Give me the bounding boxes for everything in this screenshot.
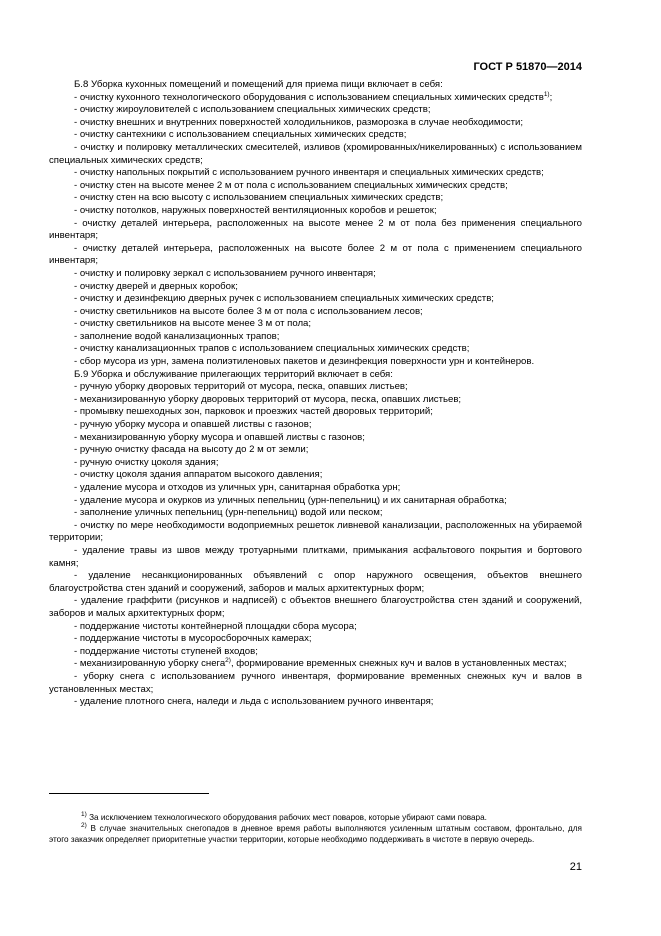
paragraph: - ручную уборку дворовых территорий от мусора, песка, опавших листьев; <box>74 381 408 393</box>
paragraph: - поддержание чистоты ступеней входов; <box>74 645 258 657</box>
paragraph: - очистку светильников на высоте менее 3 м от пола; <box>74 318 312 330</box>
paragraph: - уборку снега с использованием ручного инвентаря, формирование временных снежных куч и валов в установленных местах; <box>49 670 582 695</box>
paragraph-text: - механизированную уборку снега <box>74 658 226 670</box>
paragraph: - сбор мусора из урн, замена полиэтиленовых пакетов и дезинфекция поверхности урн и контейнеров. <box>74 356 535 368</box>
paragraph: - очистку стен на всю высоту с использованием специальных химических средств; <box>74 192 444 204</box>
footnotes <box>49 812 582 845</box>
document-header: ГОСТ Р 51870—2014 <box>473 61 582 73</box>
footnote-divider <box>49 793 209 794</box>
paragraph: - очистку и полировку металлических смесителей, изливов (хромированных/никелированных) с использованием специальных химических средств; <box>49 141 582 166</box>
paragraph: - очистку жироуловителей с использованием специальных химических средств; <box>74 104 431 116</box>
paragraph: - очистку светильников на высоте более 3 м от пола с использованием лесов; <box>74 305 423 317</box>
paragraph: - промывку пешеходных зон, парковок и проезжих частей дворовых территорий; <box>74 406 433 418</box>
paragraph: - очистку деталей интерьера, расположенных на высоте более 2 м от пола с применением специального инвентаря; <box>49 242 582 267</box>
paragraph: - очистку стен на высоте менее 2 м от пола с использованием специальных химических средств; <box>74 179 508 191</box>
footnote-text: За исключением технологического оборудования рабочих мест поваров, которые убирают сами повара. <box>89 813 487 822</box>
paragraph: - удаление травы из швов между тротуарными плитками, примыкания асфальтового покрытия и бортового камня; <box>49 544 582 569</box>
paragraph: - очистку и дезинфекцию дверных ручек с использованием специальных химических средств; <box>74 293 494 305</box>
paragraph: - очистку цоколя здания аппаратом высокого давления; <box>74 469 323 481</box>
paragraph: - очистку сантехники с использованием специальных химических средств; <box>74 129 407 141</box>
paragraph: - ручную очистку фасада на высоту до 2 м от земли; <box>74 444 309 456</box>
footnote-ref: 2) <box>225 657 231 665</box>
paragraph-with-footnote <box>49 92 582 105</box>
paragraph-tail: ; <box>549 91 553 103</box>
paragraph: - заполнение уличных пепельниц (урн-пепельниц) водой или песком; <box>74 507 383 519</box>
footnote-mark: 2) <box>81 822 87 829</box>
paragraph: - очистку дверей и дверных коробок; <box>74 280 238 292</box>
paragraph: - заполнение водой канализационных трапов; <box>74 330 280 342</box>
paragraph: - удаление несанкционированных объявлений с опор наружного освещения, объектов внешнего благоустройства стен зданий и сооружений, заборов и малых архитектурных форм; <box>49 570 582 594</box>
paragraph-with-footnote <box>49 658 582 671</box>
page-number: 21 <box>569 861 582 873</box>
paragraph: - поддержание чистоты в мусоросборочных камерах; <box>74 633 312 645</box>
paragraph: Б.8 Уборка кухонных помещений и помещений для приема пищи включает в себя: <box>74 79 443 90</box>
paragraph-text: - очистку кухонного технологического оборудования с использованием специальных химических средств <box>74 91 544 103</box>
paragraph-tail: , формирование временных снежных куч и валов в установленных местах; <box>230 658 567 670</box>
paragraph: - механизированную уборку мусора и опавшей листвы с газонов; <box>74 431 365 443</box>
footnote-mark: 1) <box>81 811 87 818</box>
paragraph: - очистку деталей интерьера, расположенных на высоте менее 2 м от пола без применения специального инвентаря; <box>49 217 582 242</box>
paragraph: - удаление мусора и окурков из уличных пепельниц (урн-пепельниц) и их санитарная обработка; <box>74 494 507 506</box>
footnote-ref: 1) <box>543 90 550 98</box>
document-body <box>49 79 582 709</box>
paragraph: - очистку напольных покрытий с использованием ручного инвентаря и специальных химических средств; <box>74 167 544 179</box>
paragraph: - очистку и полировку зеркал с использованием ручного инвентаря; <box>74 267 376 279</box>
paragraph: - механизированную уборку дворовых территорий от мусора, песка, опавших листьев; <box>74 393 462 405</box>
paragraph: - удаление плотного снега, наледи и льда с использованием ручного инвентаря; <box>74 696 434 708</box>
paragraph: - удаление мусора и отходов из уличных урн, санитарная обработка урн; <box>74 482 401 493</box>
footnote <box>49 812 582 823</box>
paragraph: - очистку канализационных трапов с использованием специальных химических средств; <box>74 343 470 355</box>
paragraph: - удаление граффити (рисунков и надписей) с объектов внешнего благоустройства стен зданий и сооружений, заборов и малых архитектурных форм; <box>49 595 582 619</box>
section-heading: Б.9 Уборка и обслуживание прилегающих территорий включает в себя: <box>74 368 393 380</box>
paragraph: - очистку по мере необходимости водоприемных решеток ливневой канализации, расположенных на убираемой территории; <box>49 519 582 544</box>
footnote <box>49 823 582 845</box>
paragraph: - ручную очистку цоколя здания; <box>74 456 219 468</box>
paragraph: - очистку потолков, наружных поверхностей вентиляционных коробов и решеток; <box>74 204 437 216</box>
paragraph: - очистку внешних и внутренних поверхностей холодильников, разморозка в случае необходимости; <box>74 116 524 128</box>
footnote-text: В случае значительных снегопадов в дневное время работы выполняются усиленным штатным составом, фронтально, для этого заказчик определяет приоритетные участки территории, которые необходимо поддерживать в чистоте в первую очередь. <box>49 824 582 844</box>
paragraph: - поддержание чистоты контейнерной площадки сбора мусора; <box>74 620 357 632</box>
paragraph: - ручную уборку мусора и опавшей листвы с газонов; <box>74 419 312 431</box>
